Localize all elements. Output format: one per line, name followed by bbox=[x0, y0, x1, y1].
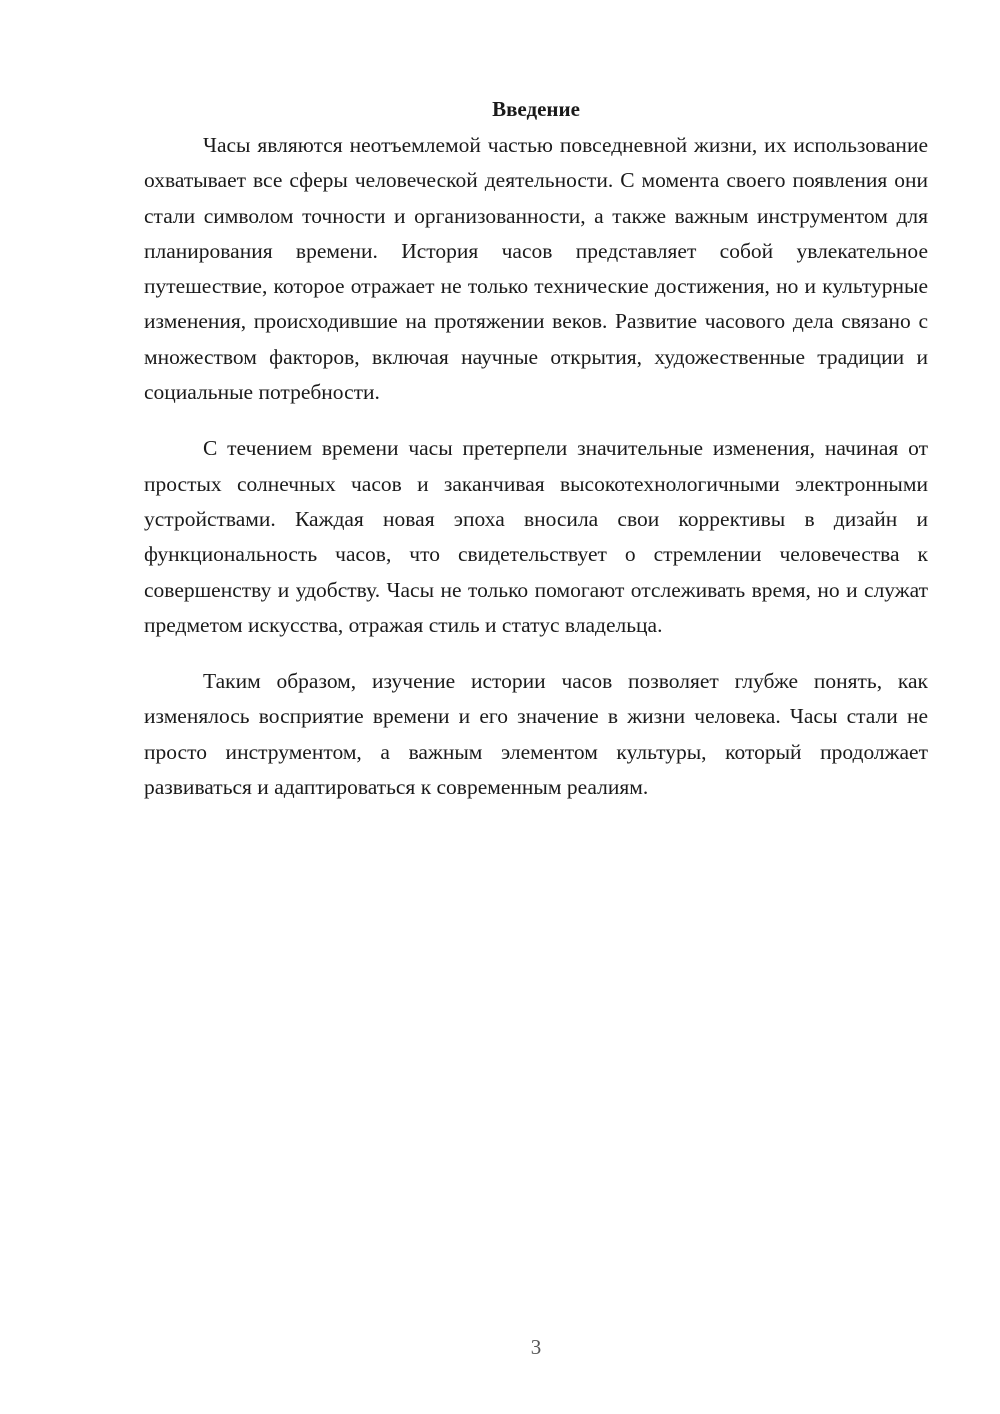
section-title: Введение bbox=[492, 97, 580, 121]
paragraph-2: С течением времени часы претерпели значительные изменения, начиная от простых солнечных часов и заканчивая высокотехнологичными электронными устройствами. Каждая новая эпоха вносила свои коррективы в дизайн и функциональность часов, что свидетельствует о стремлении человечества к совершенству и удобству. Часы не только помогают отслеживать время, но и служат предметом искусства, отражая стиль и статус владельца. bbox=[144, 436, 928, 637]
paragraph-1: Часы являются неотъемлемой частью повседневной жизни, их использование охватывает все сферы человеческой деятельности. С момента своего появления они стали символом точности и организованности, а также важным инструментом для планирования времени. История часов представляет собой увлекательное путешествие, которое отражает не только технические достижения, но и культурные изменения, происходившие на протяжении веков. Развитие часового дела связано с множеством факторов, включая научные открытия, художественные традиции и социальные потребности. bbox=[144, 133, 928, 405]
page-content bbox=[144, 92, 928, 826]
page-number: 3 bbox=[530, 1335, 542, 1359]
paragraph-3: Таким образом, изучение истории часов позволяет глубже понять, как изменялось восприятие времени и его значение в жизни человека. Часы стали не просто инструментом, а важным элементом культуры, который продолжает развиваться и адаптироваться к современным реалиям. bbox=[144, 669, 928, 800]
